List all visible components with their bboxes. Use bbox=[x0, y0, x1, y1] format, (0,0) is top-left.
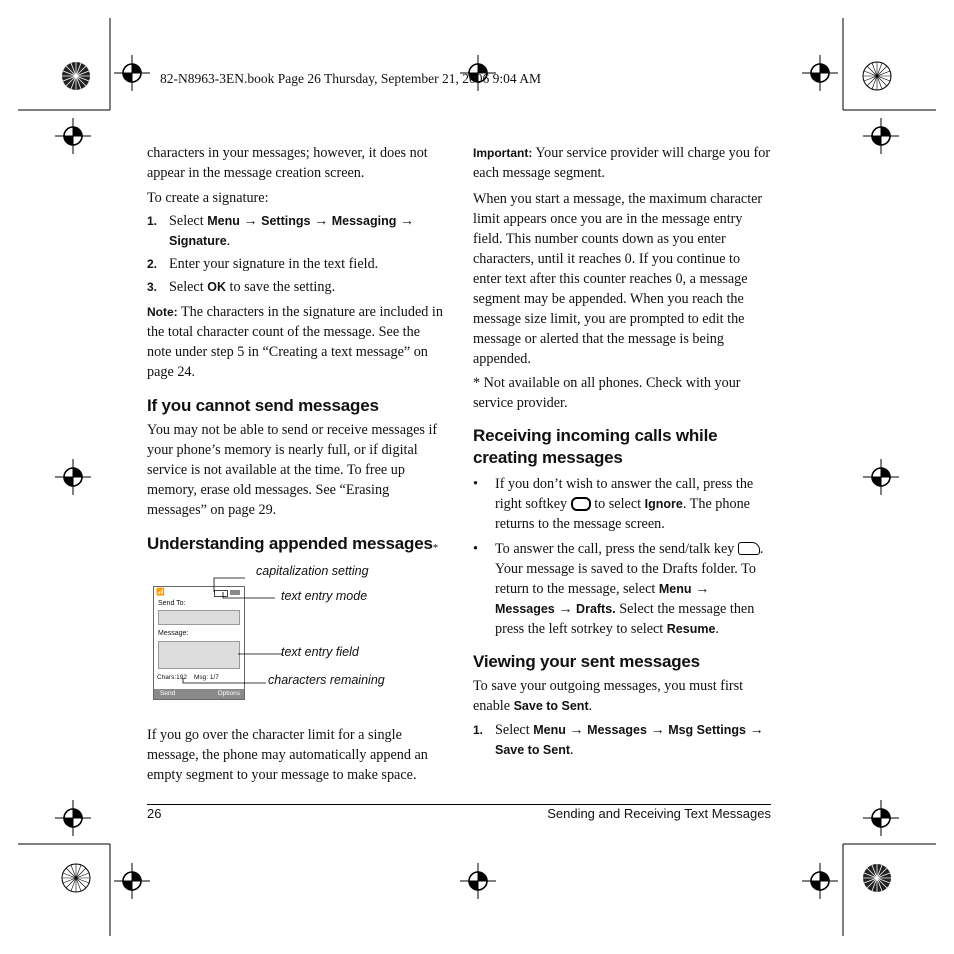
callout-text-entry-field: text entry field bbox=[281, 645, 359, 659]
right-column bbox=[473, 143, 771, 760]
footer-rule bbox=[147, 804, 771, 805]
over-limit-paragraph: If you go over the character limit for a single message, the phone may automatically append an empty segment to your message to make space. bbox=[147, 727, 428, 783]
right-softkey-icon bbox=[571, 497, 591, 511]
callout-text-entry-mode: text entry mode bbox=[281, 589, 368, 603]
create-signature-text: To create a signature: bbox=[147, 190, 269, 206]
bullet-ignore: • If you don’t wish to answer the call, press the right softkey to select Ignore. The phone returns to the message screen. bbox=[473, 476, 754, 532]
bullet-answer: • To answer the call, press the send/talk key . Your message is saved to the Drafts folder. To return to the message, select Menu → Messages → Drafts. Select the message then press the left sotrkey to select Resume. bbox=[473, 541, 764, 637]
msg-counter: Msg: 1/7 bbox=[194, 674, 219, 681]
send-to-label: Send To: bbox=[158, 600, 186, 607]
step-2: 2. Enter your signature in the text field. bbox=[147, 256, 379, 272]
send-talk-key-icon bbox=[738, 542, 760, 555]
options-softkey[interactable]: Options bbox=[217, 690, 240, 697]
note-paragraph: Note: The characters in the signature are included in the total character count of the message. See the note under step 5 in “Creating a text message” on page 24. bbox=[147, 304, 443, 380]
viewing-step-1: 1. Select Menu → Messages → Msg Settings → Save to Sent. bbox=[473, 722, 764, 758]
intro-paragraph: characters in your messages; however, it does not appear in the message creation screen. bbox=[147, 145, 428, 181]
callout-characters-remaining: characters remaining bbox=[268, 673, 385, 687]
viewing-paragraph: To save your outgoing messages, you must first enable Save to Sent. bbox=[473, 678, 744, 714]
heading-receiving-calls: Receiving incoming calls while creating messages bbox=[473, 426, 718, 467]
send-softkey[interactable]: Send bbox=[160, 690, 176, 697]
step-1: 1. Select Menu → Settings → Messaging → Signature. bbox=[147, 213, 415, 249]
signal-icon: 📶 bbox=[156, 589, 165, 596]
callout-capitalization: capitalization setting bbox=[256, 564, 369, 578]
page-number: 26 bbox=[147, 806, 162, 821]
chars-counter: Chars:192 bbox=[157, 674, 187, 681]
important-paragraph: Important: Your service provider will charge you for each message segment. bbox=[473, 145, 771, 181]
book-slug: 82-N8963-3EN.book Page 26 Thursday, September 21, 2006 9:04 AM bbox=[160, 71, 541, 86]
heading-cannot-send: If you cannot send messages bbox=[147, 396, 379, 415]
heading-appended: Understanding appended messages* bbox=[147, 534, 439, 554]
character-limit-paragraph: When you start a message, the maximum character limit appears once you are in the message entry field. This number counts down as you enter characters, until it reaches 0. If you continue to enter text after this counter reaches 0, a message segment may be appended. When you reach the message size limit, you are prompted to edit the message or alerted that the message is being appended. bbox=[473, 191, 763, 367]
step-3: 3. Select OK to save the setting. bbox=[147, 279, 336, 295]
message-label: Message: bbox=[158, 630, 189, 637]
footnote: * Not available on all phones. Check with your service provider. bbox=[473, 375, 741, 411]
section-title: Sending and Receiving Text Messages bbox=[547, 806, 771, 821]
cannot-send-paragraph: You may not be able to send or receive messages if your phone’s memory is nearly full, or if digital service is not available at the time. To free up memory, erase old messages. See “Erasing messages” on page 29. bbox=[147, 422, 438, 518]
heading-viewing-sent: Viewing your sent messages bbox=[473, 652, 700, 671]
